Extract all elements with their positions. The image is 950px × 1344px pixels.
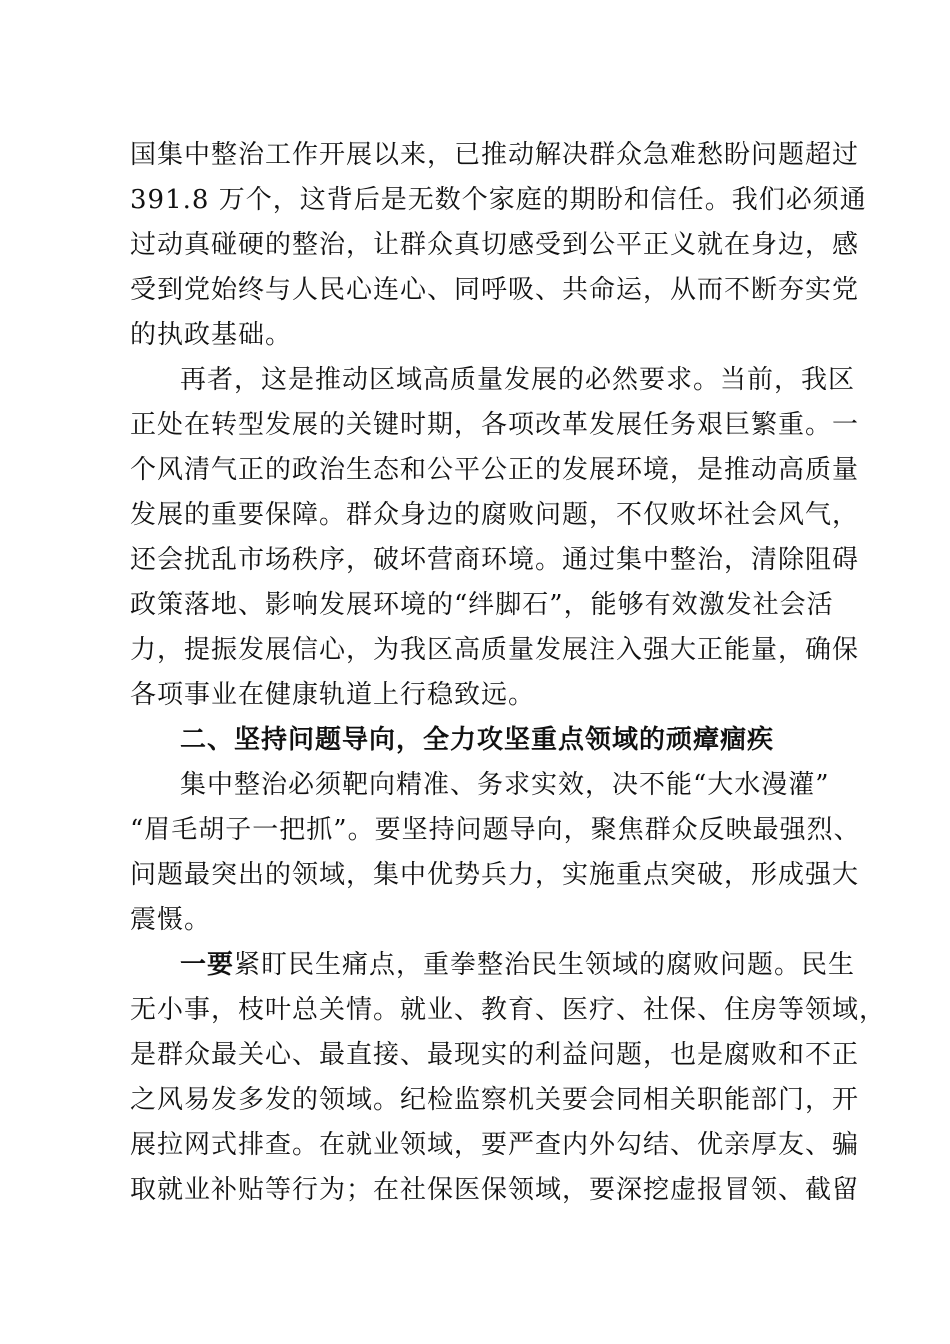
text-line: 受到党始终与人民心连心、同呼吸、共命运，从而不断夯实党 <box>130 275 860 305</box>
text-line: 各项事业在健康轨道上行稳致远。 <box>130 680 536 710</box>
text-line <box>180 946 855 984</box>
text-line: 是群众最关心、最直接、最现实的利益问题，也是腐败和不正 <box>130 1040 860 1070</box>
text-line: 的执政基础。 <box>130 320 293 350</box>
text-line: 取就业补贴等行为；在社保医保领域，要深挖虚报冒领、截留 <box>130 1175 860 1205</box>
text-line: 过动真碰硬的整治，让群众真切感受到公平正义就在身边，感 <box>130 230 860 260</box>
text-line: 再者，这是推动区域高质量发展的必然要求。当前，我区 <box>180 365 856 395</box>
text-line: 政策落地、影响发展环境的“绊脚石”，能够有效激发社会活 <box>130 590 834 620</box>
text-line: 力，提振发展信心，为我区高质量发展注入强大正能量，确保 <box>130 635 860 665</box>
text-line: 集中整治必须靶向精准、务求实效，决不能“大水漫灌” <box>180 770 830 800</box>
text-line: 391.8 万个，这背后是无数个家庭的期盼和信任。我们必须通 <box>130 185 867 215</box>
emphasis-lead: 一要 <box>180 950 235 980</box>
text-span: 紧盯民生痛点，重拳整治民生领域的腐败问题。民生 <box>234 950 856 980</box>
text-line: 之风易发多发的领域。纪检监察机关要会同相关职能部门，开 <box>130 1085 860 1115</box>
section-heading: 二、坚持问题导向，全力攻坚重点领域的顽瘴痼疾 <box>180 725 775 755</box>
text-line: 还会扰乱市场秩序，破坏营商环境。通过集中整治，清除阻碍 <box>130 545 860 575</box>
text-line: 无小事，枝叶总关情。就业、教育、医疗、社保、住房等领域， <box>130 995 887 1025</box>
text-line: 展拉网式排查。在就业领域，要严查内外勾结、优亲厚友、骗 <box>130 1130 860 1160</box>
text-line: “眉毛胡子一把抓”。要坚持问题导向，聚焦群众反映最强烈、 <box>130 815 861 845</box>
text-line: 问题最突出的领域，集中优势兵力，实施重点突破，形成强大 <box>130 860 860 890</box>
text-line: 震慑。 <box>130 905 212 935</box>
text-line: 正处在转型发展的关键时期，各项改革发展任务艰巨繁重。一 <box>130 410 860 440</box>
text-line: 个风清气正的政治生态和公平公正的发展环境，是推动高质量 <box>130 455 860 485</box>
text-line: 发展的重要保障。群众身边的腐败问题，不仅败坏社会风气， <box>130 500 860 530</box>
text-line: 国集中整治工作开展以来，已推动解决群众急难愁盼问题超过 <box>130 140 860 170</box>
